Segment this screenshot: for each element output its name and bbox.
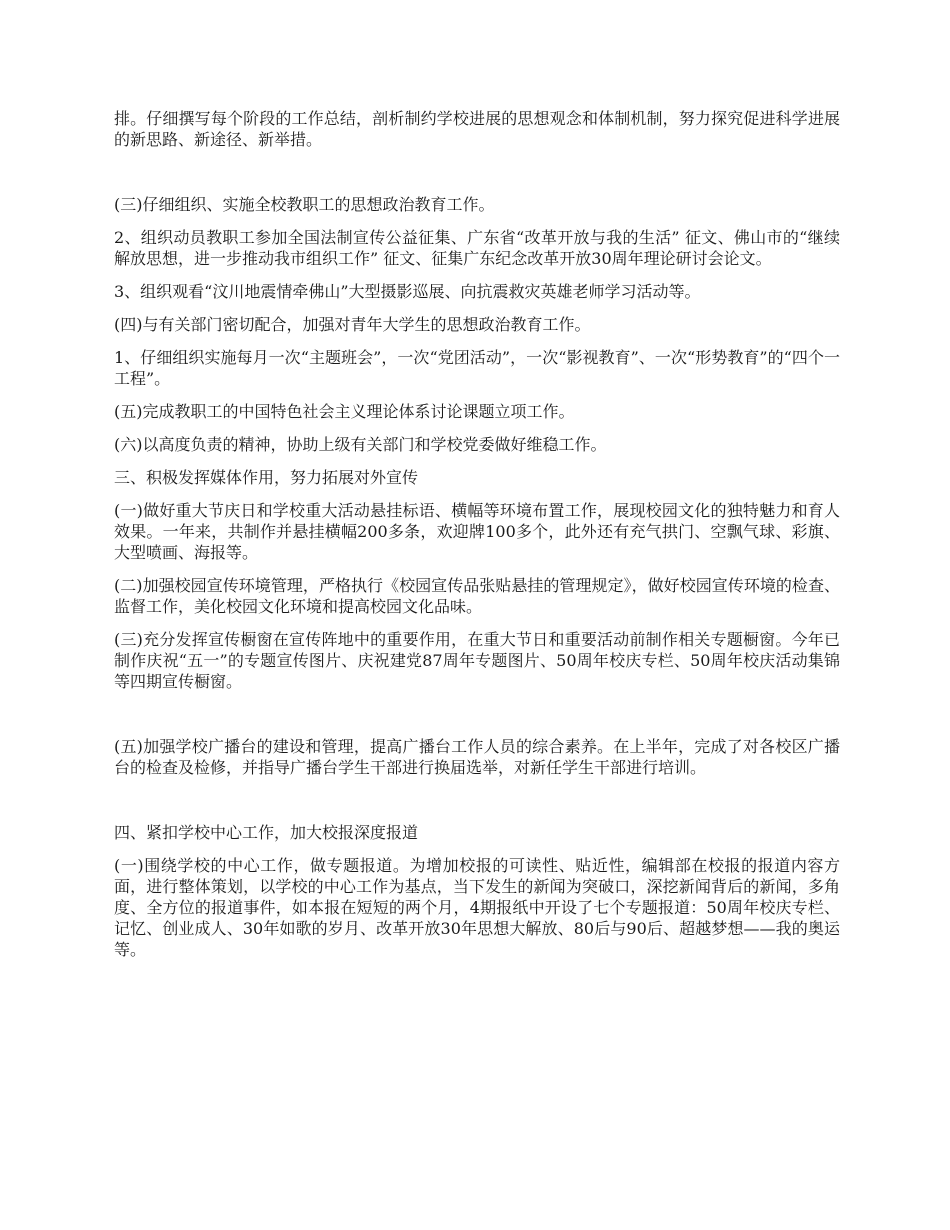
heading-stability-work: (六)以高度负责的精神，协助上级有关部门和学校党委做好维稳工作。: [114, 435, 607, 454]
paragraph-display-windows: (三)充分发挥宣传橱窗在宣传阵地中的重要作用，在重大节日和重要活动前制作相关专题橱窗。今年已制作庆祝“五一”的专题宣传图片、庆祝建党87周年专题图片、50周年校庆专栏、50周年校庆活动集锦等四期宣传橱窗。: [114, 630, 840, 691]
paragraph-special-reports: (一)围绕学校的中心工作，做专题报道。为增加校报的可读性、贴近性，编辑部在校报的报道内容方面，进行整体策划，以学校的中心工作为基点，当下发生的新闻为突破口，深挖新闻背后的新闻，多角度、全方位的报道事件，如本报在短短的两个月，4期报纸中开设了七个专题报道：50周年校庆专栏、记忆、创业成人、30年如歌的岁月、改革开放30年思想大解放、80后与90后、超越梦想——我的奥运等。: [114, 856, 840, 959]
paragraph-banners-decoration: (一)做好重大节庆日和学校重大活动悬挂标语、横幅等环境布置工作，展现校园文化的独特魅力和育人效果。一年来，共制作并悬挂横幅200多条，欢迎牌100多个，此外还有充气拱门、空飘气球、彩旗、大型喷画、海报等。: [114, 501, 840, 562]
heading-student-political-education: (四)与有关部门密切配合，加强对青年大学生的思想政治教育工作。: [114, 315, 591, 334]
heading-theory-research-projects: (五)完成教职工的中国特色社会主义理论体系讨论课题立项工作。: [114, 402, 575, 421]
paragraph-essay-contests: 2、组织动员教职工参加全国法制宣传公益征集、广东省“改革开放与我的生活” 征文、佛山市的“继续解放思想，进一步推动我市组织工作” 征文、征集广东纪念改革开放30周年理论研讨会论文。: [114, 228, 840, 268]
heading-staff-political-education: (三)仔细组织、实施全校教职工的思想政治教育工作。: [114, 195, 495, 214]
paragraph-broadcast-station: (五)加强学校广播台的建设和管理，提高广播台工作人员的综合素养。在上半年，完成了对各校区广播台的检查及检修，并指导广播台学生干部进行换届选举，对新任学生干部进行培训。: [114, 737, 840, 777]
paragraph-earthquake-exhibition: 3、组织观看“汶川地震情牵佛山”大型摄影巡展、向抗震救灾英雄老师学习活动等。: [114, 282, 701, 301]
section-heading-school-newspaper: 四、紧扣学校中心工作，加大校报深度报道: [114, 823, 419, 842]
paragraph-four-ones-project: 1、仔细组织实施每月一次“主题班会”，一次“党团活动”，一次“影视教育”、一次“形势教育”的“四个一工程”。: [114, 348, 840, 388]
paragraph-campus-publicity-management: (二)加强校园宣传环境管理，严格执行《校园宣传品张贴悬挂的管理规定》，做好校园宣传环境的检查、监督工作，美化校园文化环境和提高校园文化品味。: [114, 576, 840, 616]
section-heading-media-publicity: 三、积极发挥媒体作用，努力拓展对外宣传: [114, 468, 419, 487]
paragraph-summary-continuation: 排。仔细撰写每个阶段的工作总结，剖析制约学校进展的思想观念和体制机制，努力探究促进科学进展的新思路、新途径、新举措。: [114, 109, 840, 149]
document-page: [114, 108, 840, 972]
